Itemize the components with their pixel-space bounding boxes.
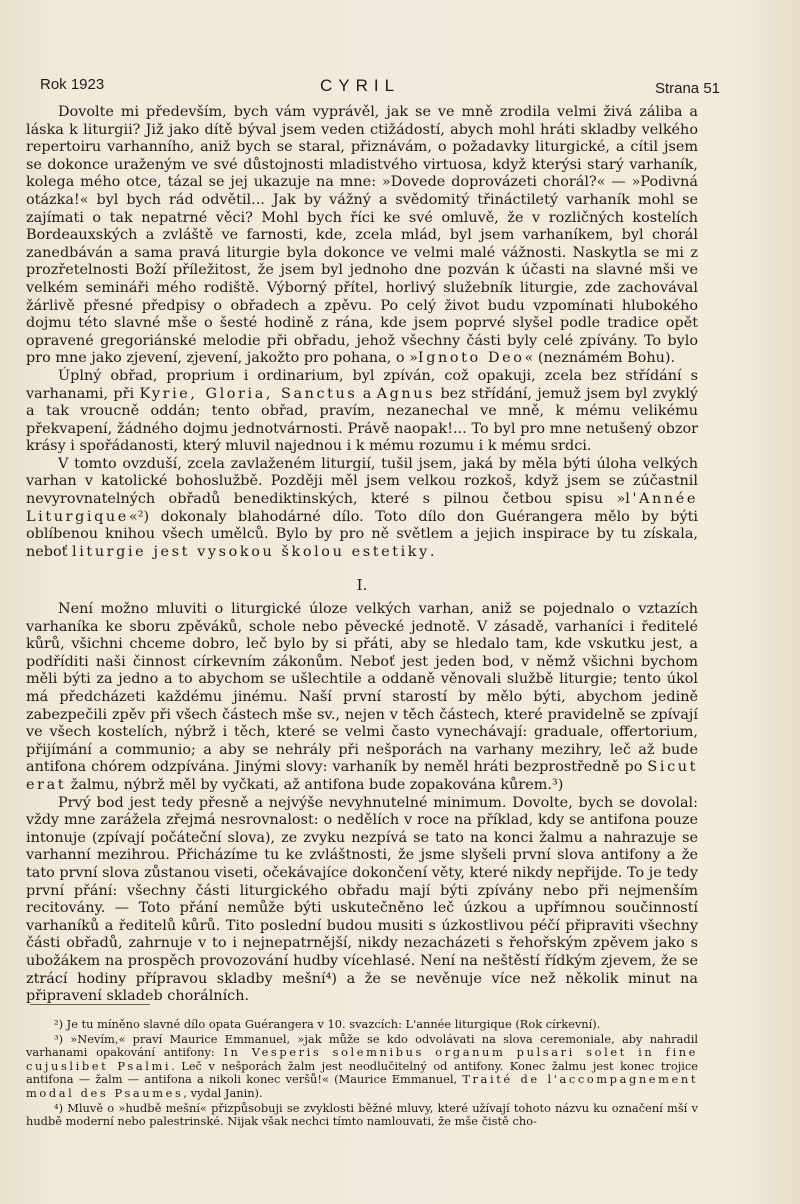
text-run: ³) »Nevím,« praví Maurice Emmanuel, »jak může se kdo odvolávati na slova ceremoniale, aby nahradil varhanami opakování antifony: — [26, 1031, 698, 1060]
text-run: ²) Je tu míněno slavné dílo opata Guérangera v 10. svazcích: L'année liturgique (Rok církevní). — [54, 1017, 601, 1031]
text-run: Není možno mluviti o liturgické úloze velkých varhan, aniž se pojednalo o vztazích varhaníka ke sboru zpěváků, schole nebo pěvecké jednotě. V zásadě, varhaníci i ředitelé kůrů, všichni chceme dobro, leč bylo by si přáti, aby se hledalo tam, kde vskutku jest, a podříditi naši činnost církevním zákonům. Neboť jest jeden bod, v němž všichni bychom měli býti za jedno a to abychom se ušlechtile a oddaně věnovali službě liturgie; tento úkol má předcházeti každému jinému. Naší první starostí by mělo býti, abychom jedině zabezpečili zpěv při všech částech mše sv., nejen v těch částech, které pravidelně se zpívají ve všech kostelích, nýbrž i těch, které se velmi často vynechávají: graduale, offertorium, přijímání a communio; a aby se nehrály při nešporách na varhany mezihry, leč až bude antifona chórem odzpívána. Jinými slovy: varhaník by neměl hráti bezprostředně po — [26, 601, 698, 776]
paragraph-2 — [26, 368, 698, 456]
footnote-divider — [30, 1004, 150, 1005]
article-body — [26, 104, 698, 1006]
header-page-number: Strana 51 — [654, 80, 720, 97]
text-run: . — [429, 543, 435, 560]
spaced-text: In Vesperis solemnibus organum pulsari solet in fine cujuslibet Psalmi — [26, 1045, 698, 1073]
footnote-2 — [26, 1018, 698, 1032]
paragraph-4 — [26, 601, 698, 795]
text-run: Dovolte mi především, bych vám vyprávěl, jak se ve mně zrodila velmi živá záliba a láska k liturgii? Již jako dítě býval jsem veden ctižádostí, abych mohl hráti skladby velkého repertoiru varhanního, aniž bych se staral, přiznávám, o požadavky liturgické, a cítil jsem se dokonce uraženým ve své důstojnosti mladistvého virtuosa, když kterýsi starý varhaník, kolega mého otce, tázal se jej ukazuje na mne: »Dovede doprovázeti chorál?« — »Podivná otázka!« byl bych rád odvětil... Jak by vážný a svědomitý třináctiletý varhaník mohl se zajímati o tak nepatrné věci? Mohl bych říci ke své omluvě, že v rozličných kostelích Bordeauxských a zvláště ve farnosti, kde, zcela mlád, byl jsem varhaníkem, byl chorál zanedbáván a sama pravá liturgie byla dokonce ve velmi malé vážnosti. Naskytla se mi z prozřetelnosti Boží příležitost, že jsem byl jednoho dne pozván k účasti na slavné mši ve velkém semináři mého rodiště. Výborný přítel, horlivý služebník liturgie, zde zachovával žárlivě přesné předpisy o obřadech a zpěvu. Po celý život budu vzpomínati hlubokého dojmu této slavné mše o šesté hodině z rána, kde jsem poprvé slyšel podle tradice opět opravené gregoriánské melodie při obřadu, jehož všechny části byly celé zpívány. To bylo pro mne jako zjevení, zjevení, jakožto pro pohana, o » — [26, 104, 698, 367]
paragraph-1 — [26, 104, 698, 368]
header-year: Rok 1923 — [40, 76, 105, 93]
text-run: «²) dokonaly blahodárné dílo. Toto dílo don Guérangera mělo by býti oblíbenou knihou všech umělců. Bylo by pro ně světlem a jejich inspirace by tu získala, neboť — [26, 508, 698, 560]
spaced-text: Agnus — [376, 385, 436, 402]
text-run: . Leč v nešporách žalm jest neodlučitelný od antifony. Konec žalmu jest konec trojice antifona — žalm — antifona a nikoli konec veršů!« (Maurice Emmanuel, — [26, 1058, 698, 1087]
text-run: Prvý bod jest tedy přesně a nejvýše nevyhnutelné minimum. Dovolte, bych se dovolal: vždy mne zarážela zřejmá nesrovnalost: o nedělích v roce na příklad, kdy se antifona pouze intonuje (zpívají počáteční slova), ze zvyku nezpívá se tato na konci žalmu a nahrazuje se varhanní mezihrou. Přicházíme tu ke zvláštnosti, že jsme slyšeli první slova antifony a že tato první slova zůstanou viseti, očekávajíce dokončení věty, které nikdy nepřijde. To je tedy první přání: všechny části liturgického obřadu mají býti zpívány nebo při nejmenším recitovány. — Toto přání nemůže býti uskutečněno leč úzkou a upřímnou součinností varhaníků a ředitelů kůrů. Tito poslední budou musiti s úzkostlivou péčí připraviti všechny části obřadů, zahrnuje v to i nejnepatrnější, nikdy nezacházeti s řehořským zpěvem jako s ubožákem na prospěch provozování hudby vícehlasé. Není na neštěstí řídkým zjevem, že se ztrácí hodiny přípravou skladby mešní⁴) a že se nevěnuje více než několik minut na připravení skladeb chorálních. — [26, 794, 698, 1005]
text-run: V tomto ovzduší, zcela zavlaženém liturgií, tušil jsem, jaká by měla býti úloha velkých varhan v katolické bohoslužbě. Později měl jsem velkou rozkoš, když jsem se zúčastnil nevyrovnatelných obřadů benediktinských, které s pilnou četbou spisu » — [26, 455, 698, 508]
spaced-text: Ignoto Deo — [417, 350, 525, 367]
spaced-text: liturgie jest vysokou školou estetiky — [72, 543, 430, 560]
text-run: , vydal Janin). — [183, 1085, 263, 1100]
paragraph-5 — [26, 795, 698, 1006]
text-run: « (neznámém Bohu). — [524, 350, 676, 367]
section-heading: I. — [356, 576, 368, 595]
paragraph-3 — [26, 456, 698, 562]
spaced-text: l'Année Liturgique — [26, 491, 698, 525]
text-run: a — [357, 385, 377, 402]
text-run: bez střídání, jemuž jsem byl zvyklý a tak vroucně oddán; tento obřad, pravím, nezanechal ve mně, k mému velikému překvapení, žádného dojmu jednotvárnosti. Právě naopak!... To byl pro mne netušený obzor krásy i spořádanosti, který mluvil najednou i k mému rozumu i k mému srdci. — [26, 385, 698, 455]
page-header — [40, 70, 720, 100]
spaced-text: Sicut erat — [26, 759, 698, 793]
spaced-text: Kyrie, Gloria, Sanctus — [139, 385, 358, 402]
footnote-4 — [26, 1102, 698, 1129]
spaced-text: Traité de l'accompagnement modal des Psaumes — [26, 1072, 698, 1100]
footnote-3 — [26, 1033, 698, 1101]
header-journal-title: CYRIL — [320, 76, 401, 95]
text-run: Úplný obřad, proprium i ordinarium, byl zpíván, což opakuji, zcela bez střídání s varhanami, při — [26, 367, 698, 402]
text-run: žalmu, nýbrž měl by vyčkati, až antifona bude zopakována kůrem.³) — [66, 776, 564, 793]
text-run: ⁴) Mluvě o »hudbě mešní« přizpůsobuji se zvyklosti běžné mluvy, které užívají tohoto názvu ku označení mší v hudbě moderní nebo palestrinské. Nijak však nechci tímto namlouvati, že mše čistě cho- — [26, 1100, 698, 1129]
footnotes — [26, 1018, 698, 1130]
